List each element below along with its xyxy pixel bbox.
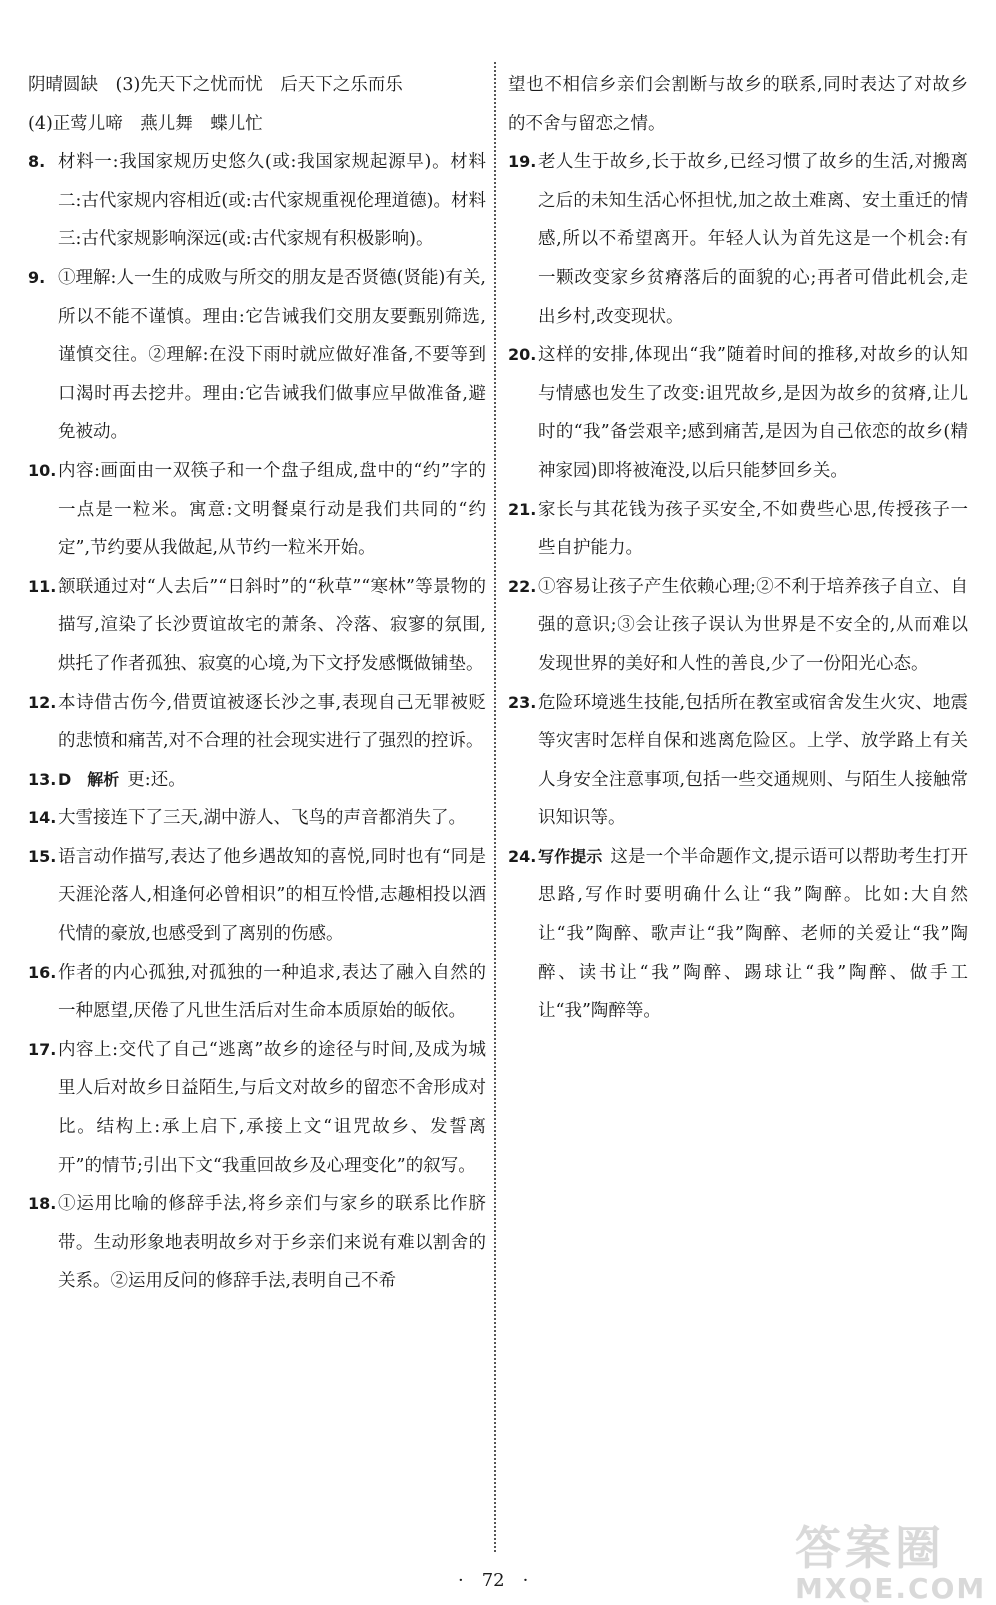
answer-item — [508, 336, 968, 490]
answer-item — [28, 568, 486, 684]
question-number: 22. — [508, 576, 537, 596]
answer-text: 家长与其花钱为孩子买安全,不如费些心思,传授孩子一些自护能力。 — [538, 499, 968, 559]
watermark-logo-text: 答案圈 — [795, 1521, 945, 1575]
answer-item — [28, 259, 486, 452]
answer-text: 望也不相信乡亲们会割断与故乡的联系,同时表达了对故乡的不舍与留恋之情。 — [508, 75, 968, 134]
answer-text: ①理解:人一生的成败与所交的朋友是否贤德(贤能)有关,所以不能不谨慎。理由:它告诫我们交朋友要甄别筛选,谨慎交往。②理解:在没下雨时就应做好准备,不要等到口渴时再去挖井。理由:它告诫我们做事应早做准备,避免被动。 — [58, 267, 486, 443]
question-number: 8. — [28, 152, 46, 172]
column-divider — [494, 62, 496, 1552]
answer-text: ①运用比喻的修辞手法,将乡亲们与家乡的联系比作脐带。生动形象地表明故乡对于乡亲们来说有难以割舍的关系。②运用反问的修辞手法,表明自己不希 — [58, 1194, 486, 1292]
watermark-logo — [795, 1512, 986, 1605]
answer-item — [508, 684, 968, 838]
answer-text: 内容:画面由一双筷子和一个盘子组成,盘中的“约”字的一点是一粒米。寓意:文明餐桌行动是我们共同的“约定”,节约要从我做起,从节约一粒米开始。 — [58, 460, 486, 559]
watermark-url: MXQE.COM — [795, 1572, 987, 1605]
answer-item — [28, 1031, 486, 1185]
question-number: 17. — [28, 1039, 57, 1059]
answer-item — [28, 954, 486, 1031]
answer-text: 危险环境逃生技能,包括所在教室或宿舍发生火灾、地震等灾害时怎样自保和逃离危险区。上学、放学路上有关人身安全注意事项,包括一些交通规则、与陌生人接触常识知识等。 — [538, 692, 968, 829]
answer-item — [508, 143, 968, 336]
question-number: 16. — [28, 962, 57, 982]
answer-body: 这是一个半命题作文,提示语可以帮助考生打开思路,写作时要明确什么让“我”陶醉。比如:大自然让“我”陶醉、歌声让“我”陶醉、老师的关爱让“我”陶醉、读书让“我”陶醉、踢球让“我”陶醉、做手工让“我”陶醉等。 — [538, 846, 968, 1022]
answer-body: 更:还。 — [127, 769, 186, 790]
question-number: 18. — [28, 1194, 57, 1214]
answer-item — [508, 66, 968, 143]
answer-item — [508, 838, 968, 1031]
question-number: 11. — [28, 576, 57, 596]
answer-text: 语言动作描写,表达了他乡遇故知的喜悦,同时也有“同是天涯沦落人,相逢何必曾相识”的相互怜惜,志趣相投以酒代情的豪放,也感受到了离别的伤感。 — [58, 846, 486, 945]
answer-text: (4)正莺儿啼 燕儿舞 蝶儿忙 — [28, 113, 263, 134]
answer-item — [508, 568, 968, 684]
question-number: 9. — [28, 267, 46, 287]
answer-tag: D 解析 — [58, 769, 120, 789]
answer-text: 老人生于故乡,长于故乡,已经习惯了故乡的生活,对搬离之后的未知生活心怀担忧,加之故土难离、安土重迁的情感,所以不希望离开。年轻人认为首先这是一个机会:有一颗改变家乡贫瘠落后的面貌的心;再者可借此机会,走出乡村,改变现状。 — [538, 152, 968, 327]
answer-item — [28, 1185, 486, 1301]
answer-text: 内容上:交代了自己“逃离”故乡的途径与时间,及成为城里人后对故乡日益陌生,与后文对故乡的留恋不舍形成对比。结构上:承上启下,承接上文“诅咒故乡、发誓离开”的情节;引出下文“我重回故乡及心理变化”的叙写。 — [58, 1039, 486, 1176]
question-number: 13. — [28, 769, 57, 789]
right-column — [508, 66, 968, 1031]
answer-item — [28, 684, 486, 761]
question-number: 15. — [28, 846, 57, 866]
answer-item — [28, 452, 486, 568]
question-number: 14. — [28, 808, 57, 828]
page-number: · 72 · — [458, 1570, 529, 1591]
answer-item — [508, 491, 968, 568]
answer-text: ①容易让孩子产生依赖心理;②不利于培养孩子自立、自强的意识;③会让孩子误认为世界是不安全的,从而难以发现世界的美好和人性的善良,少了一份阳光心态。 — [538, 576, 968, 674]
answer-item — [28, 761, 486, 800]
question-number: 21. — [508, 499, 537, 519]
question-number: 10. — [28, 460, 57, 480]
answer-item — [28, 66, 486, 143]
answer-text: 大雪接连下了三天,湖中游人、飞鸟的声音都消失了。 — [58, 808, 467, 829]
answer-text: 本诗借古伤今,借贾谊被逐长沙之事,表现自己无罪被贬的悲愤和痛苦,对不合理的社会现实进行了强烈的控诉。 — [58, 692, 486, 752]
answer-item — [28, 143, 486, 259]
answer-tag: 写作提示 — [538, 846, 603, 866]
question-number: 12. — [28, 692, 57, 712]
question-number: 24. — [508, 846, 537, 866]
answer-item — [28, 838, 486, 954]
answer-text: 材料一:我国家规历史悠久(或:我国家规起源早)。材料二:古代家规内容相近(或:古代家规重视伦理道德)。材料三:古代家规影响深远(或:古代家规有积极影响)。 — [58, 152, 486, 250]
question-number: 23. — [508, 692, 537, 712]
question-number: 19. — [508, 152, 537, 172]
answer-text: 颔联通过对“人去后”“日斜时”的“秋草”“寒林”等景物的描写,渲染了长沙贾谊故宅的萧条、冷落、寂寥的氛围,烘托了作者孤独、寂寞的心境,为下文抒发感慨做铺垫。 — [58, 576, 486, 674]
answer-text: 这样的安排,体现出“我”随着时间的推移,对故乡的认知与情感也发生了改变:诅咒故乡,是因为故乡的贫瘠,让儿时的“我”备尝艰辛;感到痛苦,是因为自己依恋的故乡(精神家园)即将被淹没,以后只能梦回乡关。 — [538, 345, 968, 481]
answer-text: 作者的内心孤独,对孤独的一种追求,表达了融入自然的一种愿望,厌倦了凡世生活后对生命本质原始的皈依。 — [58, 962, 486, 1022]
question-number: 20. — [508, 345, 537, 365]
answer-item — [28, 799, 486, 838]
left-column — [28, 66, 486, 1301]
answer-text — [538, 838, 968, 1031]
answer-text: 阴晴圆缺 (3)先天下之忧而忧 后天下之乐而乐 — [28, 75, 403, 95]
answer-text — [58, 761, 486, 800]
